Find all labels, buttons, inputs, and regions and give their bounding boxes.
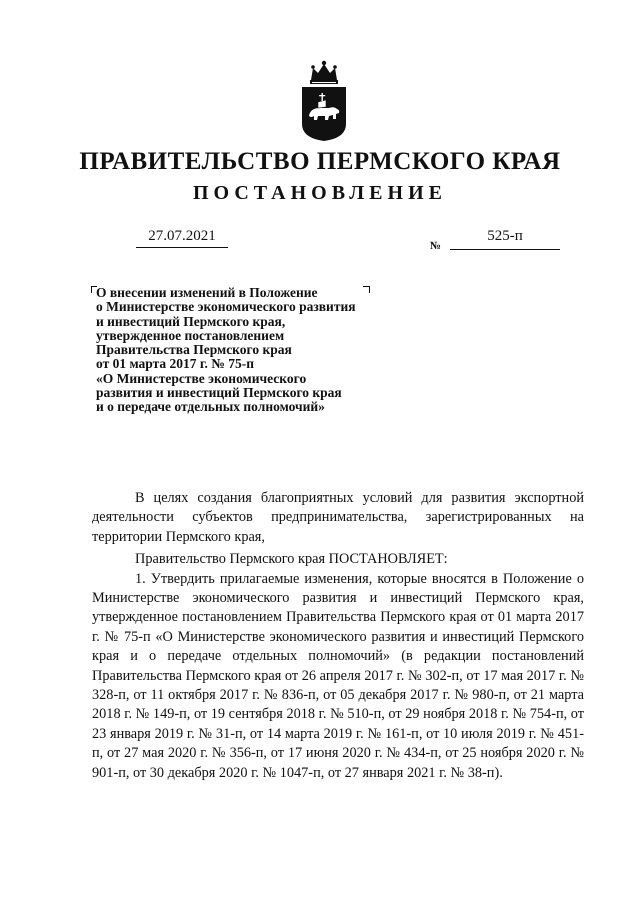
number-underline	[450, 249, 560, 250]
coat-of-arms-icon	[296, 58, 352, 142]
number-value: 525-п	[487, 228, 523, 244]
document-type: ПОСТАНОВЛЕНИЕ	[193, 182, 447, 204]
date-underline	[136, 247, 228, 248]
subject-line: и инвестиций Пермского края,	[96, 313, 286, 329]
item-1-paragraph: 1. Утвердить прилагаемые изменения, которые вносятся в Положение о Министерстве экономического развития и инвестиций Пермского края, утвержденное постановлением Правительства Пермского края от 01 марта 2017 г. № 75-п «О Министерстве экономического развития и инвестиций Пермского края и о передаче отдельных полномочий» (в редакции постановлений Правительства Пермского края от 26 апреля 2017 г. № 302-п, от 17 мая 2017 г. № 328-п, от 11 октября 2017 г. № 836-п, от 05 декабря 2017 г. № 980-п, от 21 марта 2018 г. № 149-п, от 19 сентября 2018 г. № 510-п, от 29 ноября 2018 г. № 754-п, от 23 января 2019 г. № 31-п, от 14 марта 2019 г. № 161-п, от 10 июля 2019 г. № 451-п, от 27 мая 2020 г. № 356-п, от 17 июня 2020 г. № 434-п, от 25 ноября 2020 г. № 901-п, от 30 декабря 2020 г. № 1047-п, от 27 января 2021 г. № 38-п).	[92, 570, 584, 781]
subject-line: и о передаче отдельных полномочий»	[96, 399, 325, 415]
subject-line: О внесении изменений в Положение	[96, 285, 318, 300]
organization-title: ПРАВИТЕЛЬСТВО ПЕРМСКОГО КРАЯ	[79, 148, 561, 175]
document-date	[136, 228, 228, 248]
subject-line: развития и инвестиций Пермского края	[96, 385, 342, 401]
document-subject	[96, 286, 396, 415]
subject-line: от 01 марта 2017 г. № 75-п	[96, 356, 255, 372]
subject-line: о Министерстве экономического развития	[96, 299, 356, 315]
subject-line: «О Министерстве экономического	[96, 370, 307, 386]
number-sign: №	[430, 240, 442, 252]
date-value: 27.07.2021	[148, 228, 216, 244]
document-number	[430, 228, 560, 258]
subject-line: утвержденное постановлением	[96, 327, 285, 343]
resolves-paragraph: Правительство Пермского края ПОСТАНОВЛЯЕТ:	[135, 551, 448, 568]
document-body	[92, 489, 584, 783]
subject-line: Правительства Пермского края	[96, 342, 292, 358]
preamble-paragraph: В целях создания благоприятных условий для развития экспортной деятельности субъектов предпринимательства, зарегистрированных на территории Пермского края,	[92, 490, 584, 545]
